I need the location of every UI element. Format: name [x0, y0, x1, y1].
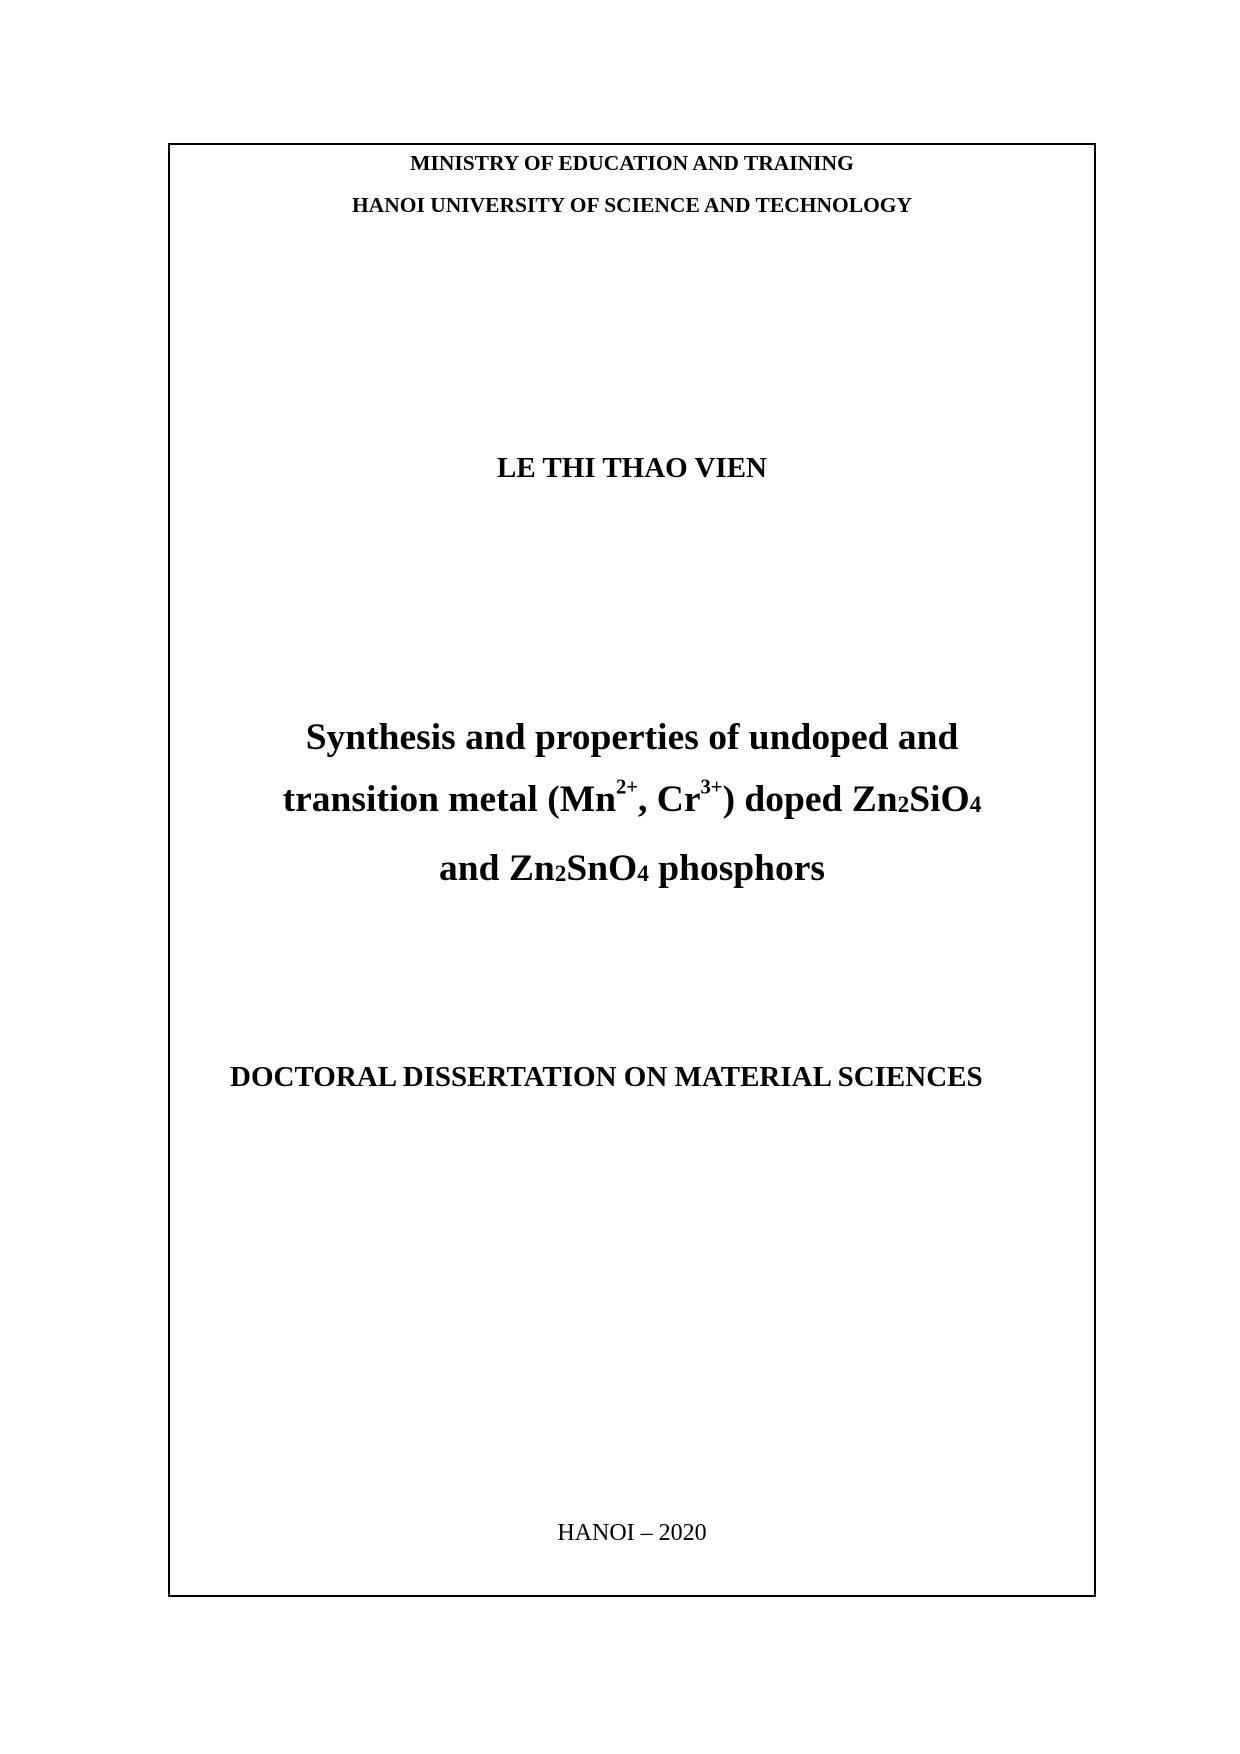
title-text: ) doped Zn — [722, 779, 898, 820]
dissertation-title-line-3 — [168, 847, 1096, 890]
title-text: , Cr — [638, 779, 701, 820]
title-text: transition metal (Mn — [282, 779, 616, 820]
title-subscript: 4 — [969, 792, 982, 819]
place-and-year: HANOI – 2020 — [557, 1520, 707, 1546]
title-subscript: 2 — [554, 861, 567, 888]
dissertation-title-line-1: Synthesis and properties of undoped and — [305, 717, 959, 758]
university-heading: HANOI UNIVERSITY OF SCIENCE AND TECHNOLOGY — [351, 193, 913, 217]
degree-statement: DOCTORAL DISSERTATION ON MATERIAL SCIENCES — [230, 1061, 983, 1093]
title-subscript: 2 — [897, 792, 910, 819]
dissertation-title-line-2 — [168, 778, 1096, 821]
title-subscript: 4 — [637, 861, 649, 888]
title-text: SnO — [566, 848, 638, 889]
title-text: phosphors — [648, 848, 825, 889]
title-superscript: 3+ — [700, 776, 723, 799]
title-text: and Zn — [439, 848, 555, 889]
title-text: SiO — [909, 779, 970, 820]
title-superscript: 2+ — [615, 776, 639, 799]
author-name: LE THI THAO VIEN — [497, 452, 767, 484]
ministry-heading: MINISTRY OF EDUCATION AND TRAINING — [410, 151, 854, 175]
